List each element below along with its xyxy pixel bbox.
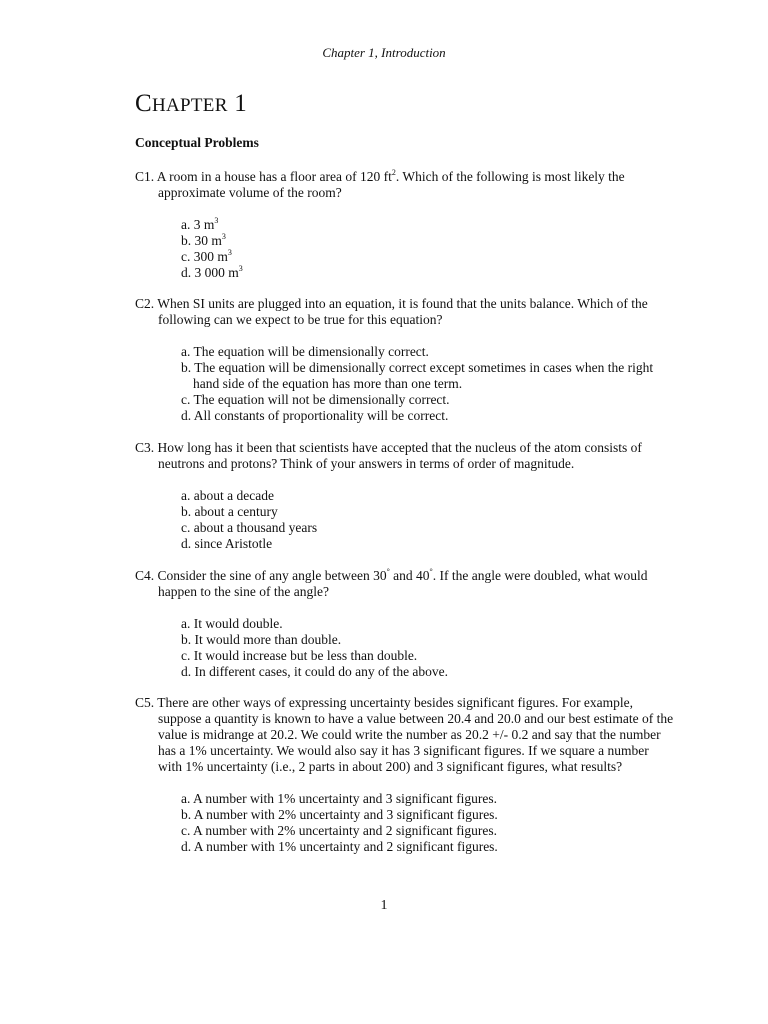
options-list xyxy=(135,616,675,680)
chapter-title xyxy=(135,90,247,118)
question-c5 xyxy=(135,695,675,855)
superscript: 3 xyxy=(221,231,226,241)
question-c4 xyxy=(135,568,675,680)
option-b: b. The equation will be dimensionally correct except sometimes in cases when the right hand side of the equation has more than one term. xyxy=(181,360,654,391)
section-title: Conceptual Problems xyxy=(135,135,259,150)
option-d: d. A number with 1% uncertainty and 2 significant figures. xyxy=(181,839,498,854)
question-text: C5. There are other ways of expressing uncertainty besides significant figures. For example, suppose a quantity is known to have a value between 20.4 and 20.0 and our best estimate of the value is midrange at 20.2. We could write the number as 20.2 +/- 0.2 and say that the number has a 1% uncertainty. We would also say it has 3 significant figures. If we square a number with 1% uncertainty (i.e., 2 parts in about 200) and 3 significant figures, what results? xyxy=(135,695,674,774)
superscript: 3 xyxy=(238,263,243,273)
question-text: C3. How long has it been that scientists have accepted that the nucleus of the atom consists of neutrons and protons? Think of your answers in terms of order of magnitude. xyxy=(135,440,642,471)
option-a: a. about a decade xyxy=(181,488,274,503)
option-text: a. 3 m xyxy=(181,217,215,232)
option-text: d. 3 000 m xyxy=(181,265,239,280)
superscript: 2 xyxy=(391,167,396,177)
option-c: c. It would increase but be less than double. xyxy=(181,648,418,663)
chapter-title-initial: C xyxy=(135,90,152,117)
option-b: b. A number with 2% uncertainty and 3 significant figures. xyxy=(181,807,498,822)
option-c xyxy=(181,249,675,265)
option-a: a. It would double. xyxy=(181,616,283,631)
option-text: b. 30 m xyxy=(181,233,222,248)
option-a: a. The equation will be dimensionally correct. xyxy=(181,344,429,359)
option-b: b. It would more than double. xyxy=(181,632,342,647)
question-c1 xyxy=(135,169,675,281)
superscript: 3 xyxy=(227,247,232,257)
option-b xyxy=(181,233,675,249)
question-text-part: C4. Consider the sine of any angle between 30 xyxy=(135,568,387,583)
superscript: ° xyxy=(429,566,433,576)
page-number: 1 xyxy=(380,898,388,913)
options-list xyxy=(135,217,675,281)
superscript: 3 xyxy=(214,215,219,225)
question-text xyxy=(135,169,675,201)
question-c2 xyxy=(135,296,675,424)
running-header: Chapter 1, Introduction xyxy=(322,45,446,60)
option-a: a. A number with 1% uncertainty and 3 significant figures. xyxy=(181,791,498,806)
question-c3 xyxy=(135,440,675,552)
question-text: C2. When SI units are plugged into an equation, it is found that the units balance. Which of the following can we expect to be true for this equation? xyxy=(135,296,648,327)
option-a xyxy=(181,217,675,233)
question-text-part: C1. A room in a house has a floor area of 120 ft xyxy=(135,169,392,184)
option-d: d. since Aristotle xyxy=(181,536,273,551)
options-list xyxy=(135,344,675,424)
chapter-title-smallcaps: HAPTER xyxy=(151,95,228,116)
option-c: c. about a thousand years xyxy=(181,520,318,535)
option-c: c. The equation will not be dimensionally correct. xyxy=(181,392,450,407)
question-text-part: . Which of the following is most likely the approximate volume of the room? xyxy=(158,169,625,200)
chapter-number: 1 xyxy=(227,90,248,117)
option-d: d. In different cases, it could do any of the above. xyxy=(181,664,449,679)
option-d xyxy=(181,265,675,281)
option-d: d. All constants of proportionality will be correct. xyxy=(181,408,449,423)
options-list xyxy=(135,791,675,855)
options-list xyxy=(135,488,675,552)
question-text-part: and 40 xyxy=(389,568,430,583)
option-b: b. about a century xyxy=(181,504,278,519)
superscript: ° xyxy=(386,566,390,576)
option-c: c. A number with 2% uncertainty and 2 significant figures. xyxy=(181,823,498,838)
question-text-part: . If the angle were doubled, what would happen to the sine of the angle? xyxy=(158,568,648,599)
question-text xyxy=(135,568,675,600)
option-text: c. 300 m xyxy=(181,249,228,264)
